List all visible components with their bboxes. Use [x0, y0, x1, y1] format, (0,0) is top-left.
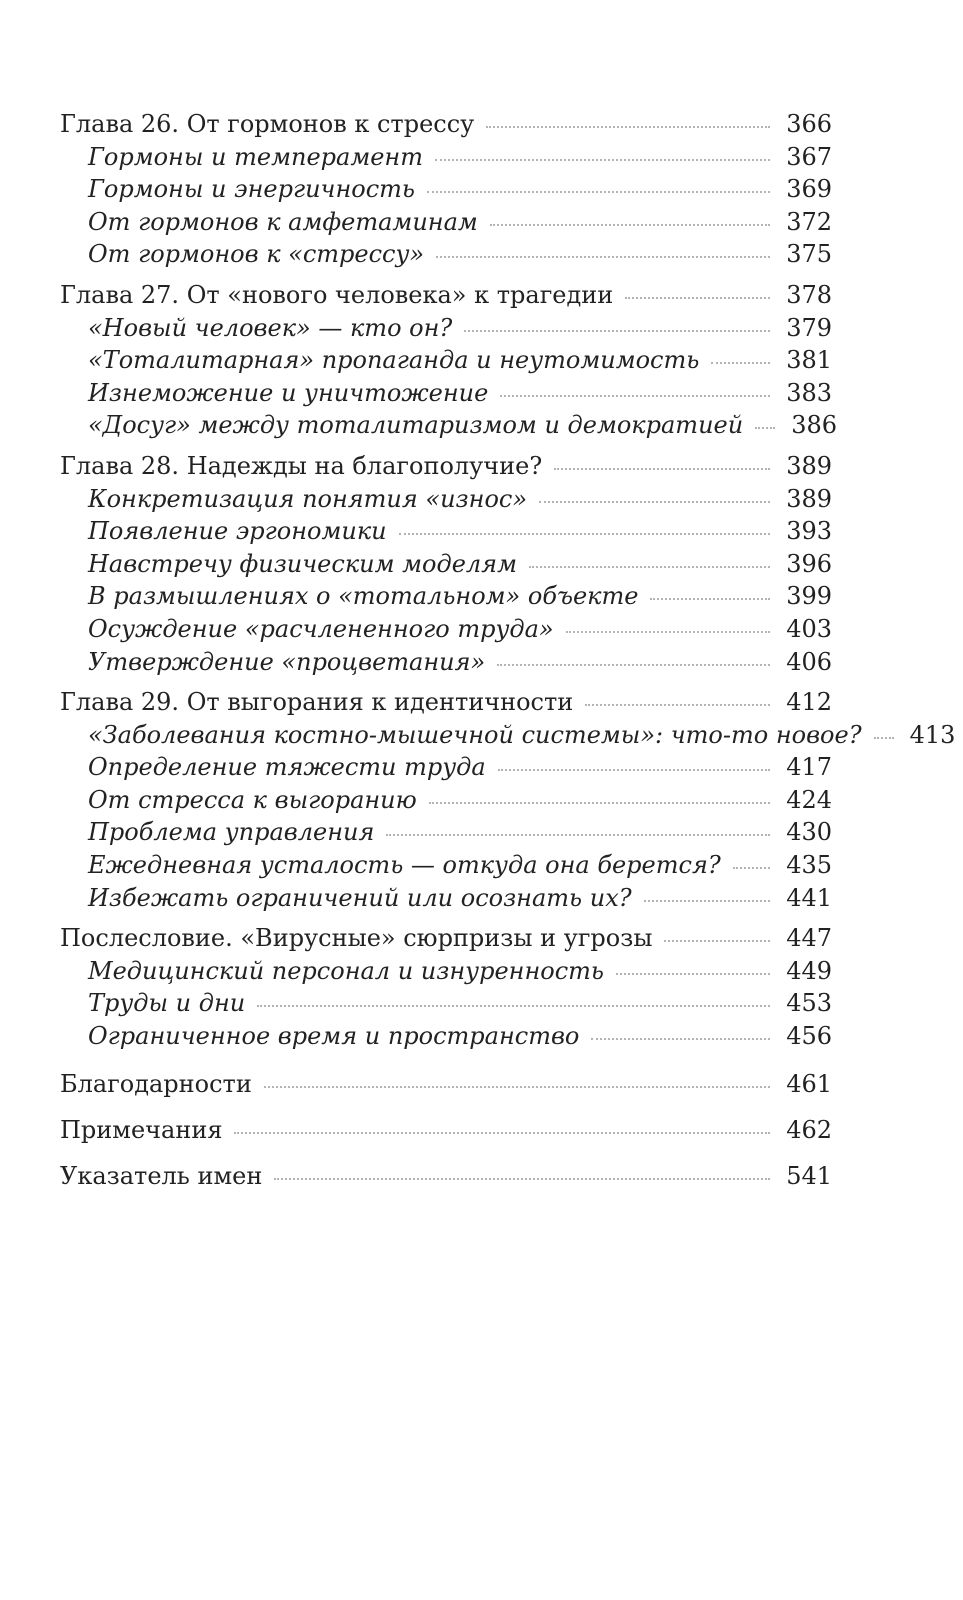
section-title: Осуждение «расчлененного труда»: [88, 614, 554, 643]
page-number: 372: [786, 207, 832, 236]
toc-entry-section: [60, 173, 832, 206]
page-number: 462: [786, 1115, 832, 1144]
dot-leader: [257, 1005, 770, 1007]
dot-leader: [234, 1132, 770, 1134]
chapter-title: Указатель имен: [60, 1161, 263, 1190]
toc-entry-section: [60, 377, 832, 410]
toc-entry-section: [60, 141, 832, 174]
dot-leader: [486, 126, 770, 128]
section-title: Труды и дни: [88, 989, 246, 1018]
page-number: 366: [786, 110, 832, 138]
page-number: 541: [786, 1161, 832, 1190]
section-title: Медицинский персонал и изнуренность: [88, 956, 604, 985]
page-number: 447: [786, 924, 832, 953]
page-number: 403: [786, 614, 832, 643]
toc-entry-index: [60, 1153, 832, 1199]
section-title: «Тоталитарная» пропаганда и неутомимость: [88, 346, 700, 375]
toc-entry-chapter: [60, 686, 832, 719]
section-title: Проблема управления: [88, 818, 375, 847]
section-title: Конкретизация понятия «износ»: [88, 484, 528, 513]
section-title: Ограниченное время и пространство: [88, 1022, 580, 1051]
page-number: 413: [909, 720, 956, 749]
toc-entry-section: [60, 483, 832, 516]
dot-leader: [644, 900, 771, 902]
toc-entry-chapter: [60, 450, 832, 483]
page-number: 435: [786, 851, 832, 880]
toc-entry-section: [60, 882, 832, 915]
toc-entry-section: [60, 987, 832, 1020]
toc-entry-section: [60, 816, 832, 849]
dot-leader: [497, 664, 770, 666]
toc-entry-section: [60, 613, 832, 646]
toc-chapter-29: [60, 686, 956, 914]
toc-entry-section: [60, 409, 837, 442]
dot-leader: [664, 940, 770, 942]
toc-entry-acknowledgements: [60, 1061, 832, 1107]
toc-entry-chapter: [60, 108, 832, 141]
page-number: 461: [786, 1069, 832, 1098]
section-title: Избежать ограничений или осознать их?: [88, 883, 632, 912]
page-number: 456: [786, 1022, 832, 1051]
toc-entry-section: [60, 238, 832, 271]
toc-entry-section: [60, 344, 832, 377]
toc-entry-section: [60, 849, 832, 882]
section-title: Гормоны и энергичность: [88, 175, 415, 204]
dot-leader: [274, 1178, 770, 1180]
dot-leader: [554, 468, 770, 470]
section-title: Навстречу физическим моделям: [88, 549, 517, 578]
dot-leader: [591, 1038, 770, 1040]
page-number: 453: [786, 989, 832, 1018]
page-number: 430: [786, 818, 832, 847]
toc-entry-section: [60, 751, 832, 784]
section-title: «Заболевания костно-мышечной системы»: что-то новое?: [88, 720, 862, 749]
dot-leader: [650, 598, 770, 600]
page-number: 367: [786, 142, 832, 171]
page-number: 417: [786, 753, 832, 782]
toc-entry-section: [60, 312, 832, 345]
page-number: 381: [786, 346, 832, 375]
dot-leader: [711, 362, 770, 364]
page-number: 424: [786, 785, 832, 814]
page-number: 412: [786, 688, 832, 717]
chapter-title: Примечания: [60, 1115, 223, 1144]
dot-leader: [500, 395, 770, 397]
section-title: Гормоны и темперамент: [88, 142, 423, 171]
page-number: 375: [786, 240, 832, 269]
page-number: 389: [786, 484, 832, 513]
dot-leader: [616, 973, 770, 975]
section-title: От гормонов к амфетаминам: [88, 207, 478, 236]
page-number: 379: [786, 313, 832, 342]
dot-leader: [427, 191, 770, 193]
dot-leader: [429, 802, 770, 804]
section-title: От гормонов к «стрессу»: [88, 240, 425, 269]
dot-leader: [566, 631, 771, 633]
page-number: 406: [786, 647, 832, 676]
page-number: 396: [786, 549, 832, 578]
toc-entry-section: [60, 719, 956, 752]
dot-leader: [435, 159, 770, 161]
chapter-title: Глава 29. От выгорания к идентичности: [60, 688, 574, 717]
section-title: «Досуг» между тоталитаризмом и демократией: [88, 411, 744, 440]
section-title: «Новый человек» — кто он?: [88, 313, 453, 342]
section-title: В размышлениях о «тотальном» объекте: [88, 582, 639, 611]
toc-afterword: [60, 922, 832, 1052]
dot-leader: [733, 867, 770, 869]
page-number: 389: [786, 451, 832, 480]
page-number: 399: [786, 582, 832, 611]
chapter-title: Послесловие. «Вирусные» сюрпризы и угрозы: [60, 924, 653, 953]
section-title: От стресса к выгоранию: [88, 785, 417, 814]
toc-entry-section: [60, 1020, 832, 1053]
section-title: Утверждение «процветания»: [88, 647, 486, 676]
page-number: 386: [791, 411, 837, 440]
section-title: Появление эргономики: [88, 517, 387, 546]
dot-leader: [464, 330, 770, 332]
section-title: Определение тяжести труда: [88, 753, 486, 782]
toc-chapter-27: [60, 279, 837, 442]
toc-entry-section: [60, 784, 832, 817]
page-number: 378: [786, 280, 832, 309]
toc-chapter-28: [60, 450, 832, 678]
toc-entry-chapter: [60, 922, 832, 955]
page-number: 449: [786, 956, 832, 985]
dot-leader: [436, 256, 770, 258]
page-number: 393: [786, 517, 832, 546]
toc-chapter-26: [60, 108, 832, 271]
dot-leader: [498, 769, 771, 771]
dot-leader: [264, 1086, 770, 1088]
dot-leader: [625, 297, 770, 299]
chapter-title: Глава 28. Надежды на благополучие?: [60, 451, 543, 480]
toc-entry-chapter: [60, 279, 832, 312]
section-title: Ежедневная усталость — откуда она берется?: [88, 851, 721, 880]
toc-entry-section: [60, 515, 832, 548]
dot-leader: [490, 224, 770, 226]
chapter-title: Благодарности: [60, 1069, 252, 1098]
dot-leader: [399, 533, 771, 535]
table-of-contents: [60, 108, 956, 1199]
chapter-title: Глава 27. От «нового человека» к трагедии: [60, 280, 614, 309]
page-number: 369: [786, 175, 832, 204]
page-number: 441: [786, 883, 832, 912]
page-number: 383: [786, 378, 832, 407]
chapter-title: Глава 26. От гормонов к стрессу: [60, 110, 475, 138]
toc-entry-section: [60, 580, 832, 613]
dot-leader: [585, 704, 770, 706]
toc-entry-section: [60, 548, 832, 581]
dot-leader: [539, 501, 770, 503]
toc-entry-section: [60, 646, 832, 679]
dot-leader: [529, 566, 770, 568]
toc-entry-section: [60, 206, 832, 239]
toc-entry-section: [60, 955, 832, 988]
dot-leader: [386, 834, 770, 836]
dot-leader: [755, 427, 775, 429]
dot-leader: [874, 737, 894, 739]
toc-entry-notes: [60, 1107, 832, 1153]
section-title: Изнеможение и уничтожение: [88, 378, 489, 407]
